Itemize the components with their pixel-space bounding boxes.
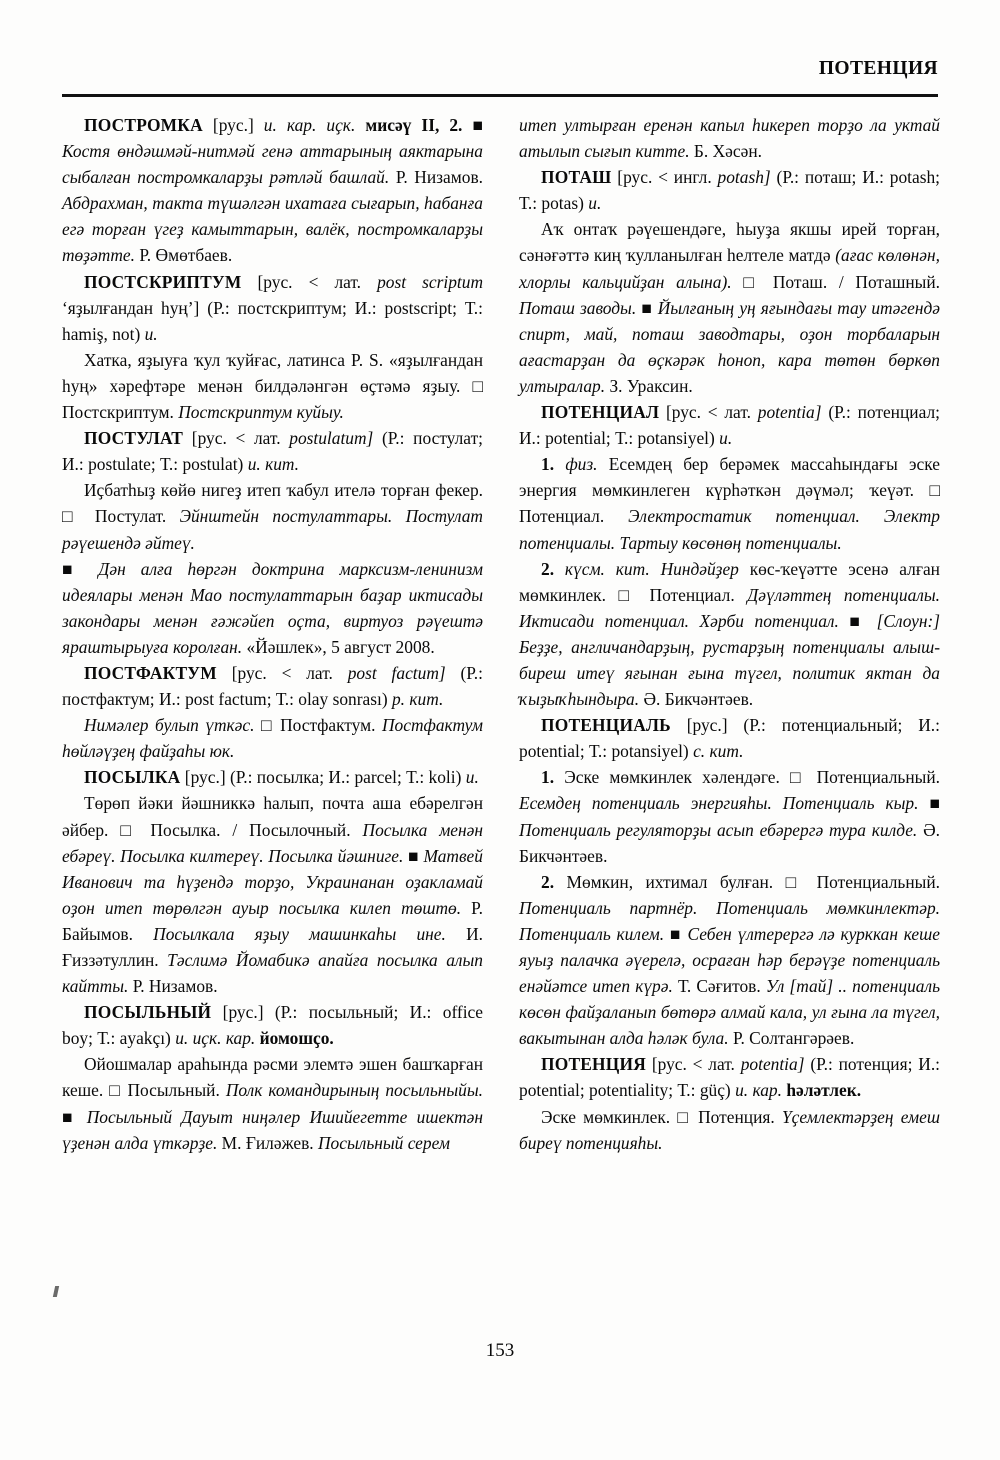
equivalents: (Р.: посыльный; И.: office boy; Т.: ayakçı): [62, 1002, 483, 1049]
entry-postfaktum-head: [62, 660, 483, 712]
russian-equivalent: Потенциальный.: [816, 871, 940, 892]
margin-tick: [53, 1286, 59, 1297]
headword: ПОСТСКРИПТУМ: [84, 271, 242, 292]
entry-potentsial-head: [519, 399, 940, 451]
citation-source: М. Ғиләжев.: [221, 1132, 314, 1153]
headword: ПОСЫЛКА: [84, 767, 181, 788]
hollow-square-icon: [743, 272, 761, 292]
entry-postulat-head: [62, 425, 483, 477]
etymology-gloss: ‘яҙылғандан һуң’]: [62, 297, 200, 318]
grammar-label: с. кит.: [693, 741, 744, 762]
citation-source-2: Р. Солтангәрәев.: [732, 1028, 855, 1049]
citation: Костя өндәшмәй-нитмәй генә аттарының аяктарына сыбалған постромкаларҙы рәтләй башлай.: [62, 141, 483, 188]
citation-2: Ул [тай] .. потенциаль көсөн файҙаланып бөтөрә алмай кала, ул ғына ла түгел, вакытынан алда һәләк була.: [519, 976, 940, 1049]
russian-equivalent: Потенциал.: [649, 584, 735, 605]
filled-square-icon: [849, 611, 866, 631]
etymology-source-word: potash]: [717, 167, 771, 188]
hollow-square-icon: [109, 1080, 121, 1100]
equivalents: (Р.: посылка; И.: parcel; Т.: koli): [229, 767, 462, 788]
citation-source: Ә. Бикчәнтәев.: [519, 819, 940, 866]
equivalents: (Р.: поташ; И.: potash; Т.: potas): [519, 167, 940, 214]
entry-potentsiya-head: [519, 1051, 940, 1103]
etymology: [рус.]: [686, 715, 728, 736]
text-columns: [62, 112, 940, 1324]
russian-equivalent: Поташ. / Поташный.: [772, 271, 940, 292]
citation: Дән алға һөргән доктрина марксизм-ленинизм идеялары менән Мао постулаттарын баҙар иктисады закондары менән ғәжәйеп оҫта, виртуоз рәүештә яраштырыуға королған.: [62, 558, 483, 657]
entry-postskriptum-head: [62, 269, 483, 347]
grammar-label: и. кар. иҫк.: [263, 115, 356, 135]
citation-source: Ә. Бикчәнтәев.: [643, 689, 754, 710]
headword: ПОСЫЛЬНЫЙ: [84, 1002, 212, 1023]
entry-potentsial2-sense-2: [519, 869, 940, 1052]
definition: Төрөп йәки йәшниккә һалып, почта аша ебәрелгән әйбер.: [62, 793, 483, 840]
page-number: 153: [485, 1340, 515, 1361]
filled-square-icon: [670, 924, 682, 944]
filled-square-icon: [472, 115, 483, 135]
entry-postromka: [62, 112, 483, 269]
right-column: [519, 112, 940, 1324]
citation-source: Р. Низамов.: [395, 167, 484, 188]
russian-equivalent: Постфактум.: [280, 715, 376, 736]
entry-potentsial2-head: [519, 712, 940, 764]
citation-source-2: И. Ғиззәтуллин.: [62, 923, 483, 970]
citation-source: «Йәшлек», 5 август 2008.: [246, 636, 435, 657]
entry-postulat-citation: [62, 556, 483, 660]
headword: ПОСТУЛАТ: [84, 428, 184, 449]
hollow-square-icon: [929, 480, 940, 500]
carryover-text: [519, 112, 940, 164]
citation-source-2: Р. Өмөтбаев.: [139, 245, 233, 266]
entry-posylka-body: [62, 790, 483, 999]
citation-source: З. Ураксин.: [609, 375, 693, 396]
etymology-source-word: postulatum]: [289, 428, 374, 449]
russian-equivalent: Постулат.: [94, 506, 167, 527]
russian-equivalent: Потенциал.: [519, 506, 605, 527]
entry-postulat-body: [62, 477, 483, 555]
hollow-square-icon: [618, 585, 637, 605]
russian-equivalent: Посылка. / Посылочный.: [150, 819, 351, 840]
headword: ПОТЕНЦИАЛЬ: [541, 715, 671, 736]
etymology: [рус.]: [184, 767, 226, 788]
entry-posylnyy-body: [62, 1051, 483, 1155]
headword: ПОСТФАКТУМ: [84, 662, 217, 683]
entry-potentsial-sense-1: [519, 451, 940, 555]
entry-postskriptum-body: [62, 347, 483, 425]
left-column: [62, 112, 483, 1324]
examples: Потенциаль партнёр. Потенциаль мөмкинлектәр. Потенциаль килем.: [519, 897, 940, 944]
entry-posylka-head: [62, 764, 483, 790]
definition: Хатка, яҙыуға ҡул ҡуйғас, латинса P. S. «яҙылғандан һуң» хәрефтәре менән билдәләнгән өҫтәмә яҙыу.: [62, 349, 483, 396]
examples: Есемдең потенциаль энергияһы. Потенциаль кыр.: [519, 793, 919, 814]
definition: Нимәлер булып үткәс.: [84, 715, 255, 736]
etymology-open: [рус. < лат.: [665, 402, 751, 423]
citation-2: Абдрахман, такта түшәлгән ихатаға сығарып, һабанға егә торған үгеҙ камыттарын, валёк, постромкаларҙы төҙәтте.: [62, 193, 483, 266]
citation: [Слоун:] Беҙҙе, англичандарҙың, рустарҙың потенциалы алыш-биреш итеү яғынан ғына түгел, политик яктан да ҡыҙыҡһындыра.: [519, 610, 941, 710]
filled-square-icon: [408, 846, 419, 866]
definition-note: (ағас көлөнән, хлорлы кальцийҙан алына).: [519, 245, 940, 292]
citation: Потенциаль регуляторҙы асып ебәрергә тура килде.: [519, 819, 918, 840]
examples: Поташ заводы.: [519, 297, 637, 318]
filled-square-icon: [62, 1107, 77, 1127]
etymology-open: [рус. < ингл.: [617, 167, 712, 188]
sense-number: 2.: [541, 871, 555, 892]
grammar-label: и.: [719, 428, 733, 449]
etymology-open: [рус. < лат.: [651, 1054, 735, 1075]
filled-square-icon: [62, 559, 83, 579]
examples: Полк командирының посыльныйы.: [225, 1080, 483, 1101]
cross-reference: һәләтлек.: [786, 1080, 862, 1101]
cross-reference: мисәү: [365, 115, 412, 135]
citation-2: Посылкала яҙыу машинкаһы ине.: [153, 923, 446, 944]
etymology-open: [рус. < лат.: [231, 662, 333, 683]
header-rule: [62, 94, 938, 97]
citation-source: Б. Хәсән.: [693, 141, 762, 162]
hollow-square-icon: [472, 376, 483, 396]
grammar-label: и.: [144, 323, 158, 344]
examples: Үҫемлектәрҙең емеш биреү потенцияһы.: [519, 1106, 941, 1153]
headword: ПОСТРОМКА: [84, 115, 203, 135]
grammar-label: и. кит.: [247, 454, 300, 475]
examples: Посылка менән ебәреү. Посылка килтереү. Посылка йәшниге.: [62, 819, 483, 866]
citation: Матвей Иванович та һүҙендә торҙо, Украинанан оҙакламай оҙон итеп төрөлгән ауыр посылка килеп төштө.: [62, 845, 483, 918]
sense-number: 2.: [541, 558, 555, 579]
headword: ПОТАШ: [541, 167, 612, 188]
entry-potentsial-sense-2: [519, 556, 940, 713]
sense-number: 1.: [541, 767, 555, 788]
definition: Аҡ онтаҡ рәүешендәге, һыуҙа якшы ирей торған, сәнәғәттә киң ҡулланылған һелтеле матдә: [519, 219, 940, 266]
hollow-square-icon: [120, 820, 138, 840]
equivalents: (Р.: потенциал; И.: potential; Т.: potansiyel): [519, 402, 940, 449]
equivalents: (Р.: потенциальный; И.: potential; Т.: potansiyel): [519, 715, 940, 762]
grammar-label: и. иҫк. кар.: [175, 1028, 256, 1049]
example: Постскриптум куйыу.: [178, 402, 344, 423]
entry-postfaktum-body: [62, 712, 483, 764]
etymology-open: [рус. < лат.: [257, 271, 362, 292]
hollow-square-icon: [62, 506, 82, 526]
cross-reference: йомошҫо.: [259, 1028, 334, 1049]
examples: Электростатик потенциал. Электр потенциалы. Тартыу көсөнөң потенциалы.: [519, 506, 940, 553]
definition: Мөмкин, ихтимал булған.: [566, 871, 774, 892]
sense-number: 1.: [541, 454, 555, 475]
hollow-square-icon: [261, 715, 274, 735]
entry-potash-body: [519, 216, 940, 399]
citation-source: Р. Байымов.: [62, 897, 483, 944]
definition: Иҫбатһыҙ көйө нигеҙ итеп ҡабул ителә торған фекер.: [84, 480, 483, 501]
hollow-square-icon: [677, 1107, 690, 1127]
filled-square-icon: [641, 298, 652, 318]
definition: Эске мөмкинлек хәлендәге.: [564, 767, 780, 788]
etymology-source-word: post scriptum: [377, 271, 483, 292]
entry-potentsial2-sense-1: [519, 764, 940, 868]
citation: Йылғаның уң яғындағы тау итәгендә спирт, май, поташ заводтары, оҙон торбаларын ағастарҙан да өҫкәрәк һоноп, кара төтөн бөркөп ултыралар.: [519, 297, 940, 396]
citation: Посыльный Дауыт ниңәлер Ишийегетте ишектән үҙенән алда үткәрҙе.: [62, 1106, 483, 1153]
definition-lead: Ниндәйҙер: [660, 558, 739, 579]
citation-source-3: Р. Низамов.: [132, 976, 218, 997]
example: Постфактум һөйләүҙең файҙаһы юк.: [62, 715, 483, 762]
definition: Эске мөмкинлек.: [541, 1106, 671, 1127]
equivalents: (Р.: потенция; И.: potential; potentiality; Т.: güç): [519, 1054, 940, 1101]
entry-potash-head: [519, 164, 940, 216]
cross-reference-label: кар.: [752, 1080, 782, 1101]
examples: Дәүләттең потенциалы. Иктисади потенциал. Хәрби потенциал.: [519, 584, 940, 631]
citation-3: Тәслимә Йомабикә апайға посылка алып кайтты.: [62, 950, 483, 997]
etymology-open: [рус. < лат.: [191, 428, 281, 449]
equivalents: (Р.: постулат; И.: postulate; Т.: postulat): [62, 428, 483, 475]
sense-label: күсм. кит.: [564, 558, 650, 579]
etymology-source-word: potentia]: [740, 1054, 805, 1075]
grammar-label: р. кит.: [391, 689, 444, 710]
definition: Ойошмалар араһында рәсми элемтә эшен башҡарған кеше.: [62, 1054, 483, 1101]
definition: Есемдең бер берәмек массаһындағы эске энергия мөмкинлеген күрһәткән дәүмәл; ҡеүәт.: [519, 454, 940, 501]
citation-source: Т. Сәғитов.: [677, 976, 761, 997]
russian-equivalent: Постскриптум.: [62, 402, 174, 423]
sense-reference: II, 2.: [421, 115, 463, 135]
citation-tail: итеп ултырған еренән капыл һикереп торҙо ла уктай атылып сығып китте.: [519, 115, 940, 162]
headword: ПОТЕНЦИЯ: [541, 1054, 646, 1075]
citation: Себен үлтерергә лә курккан кеше яуыҙ палачка әүерелә, осраған һәр берәүҙе потенциаль енәйәтсе итеп күрә.: [519, 923, 940, 997]
entry-posylnyy-head: [62, 999, 483, 1051]
citation-tail: Посыльный серем: [318, 1132, 450, 1153]
headword: ПОТЕНЦИАЛ: [541, 402, 660, 423]
grammar-label: и.: [465, 767, 479, 788]
filled-square-icon: [929, 793, 940, 813]
running-head: ПОТЕНЦИЯ: [818, 58, 938, 79]
russian-equivalent: Посыльный.: [127, 1080, 220, 1101]
hollow-square-icon: [786, 872, 805, 892]
hollow-square-icon: [790, 767, 806, 787]
etymology-source-word: potentia]: [757, 402, 822, 423]
etymology: [рус.]: [222, 1002, 264, 1023]
russian-equivalent: Потенциальный.: [816, 767, 940, 788]
sense-label: физ.: [565, 454, 598, 475]
entry-potentsiya-body: [519, 1104, 940, 1156]
equivalents: (Р.: постфактум; И.: post factum; Т.: olay sonrası): [62, 662, 483, 710]
grammar-label: и.: [588, 193, 602, 214]
etymology-source-word: post factum]: [347, 662, 446, 683]
definition: көс-ҡеүәтте эсенә алған мөмкинлек.: [519, 558, 940, 605]
examples: Эйнштейн постулаттары. Постулат рәүешендә әйтеү.: [62, 506, 483, 553]
russian-equivalent: Потенция.: [698, 1106, 775, 1127]
equivalents: (Р.: постскриптум; И.: postscript; Т.: hamiş, not): [62, 297, 483, 344]
etymology: [рус.]: [212, 115, 254, 135]
grammar-label: и.: [735, 1080, 749, 1101]
